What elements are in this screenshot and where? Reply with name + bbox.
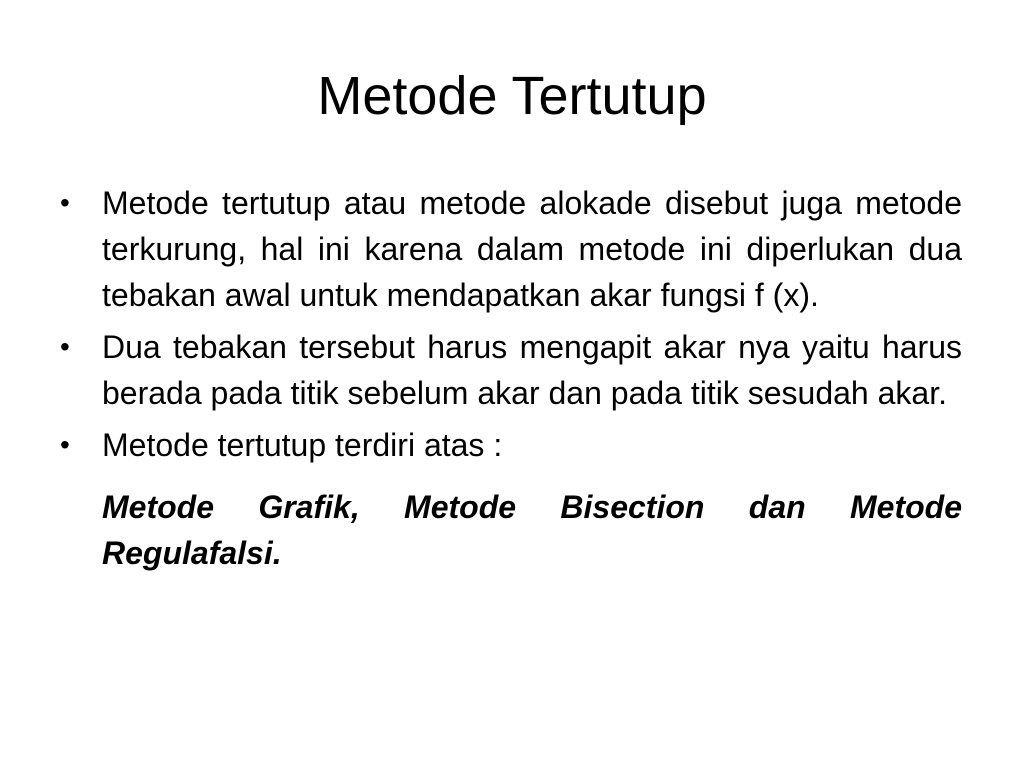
slide-title: Metode Tertutup [317, 66, 707, 126]
bullet-text: Dua tebakan tersebut harus mengapit akar nya yaitu harus berada pada titik sebelum akar dan pada titik sesudah akar. [102, 329, 962, 411]
bullet-icon: • [60, 187, 70, 218]
bullet-text: Metode tertutup atau metode alokade disebut juga metode terkurung, hal ini karena dalam metode ini diperlukan dua tebakan awal untuk mendapatkan akar fungsi f (x). [102, 185, 962, 313]
bullet-icon: • [60, 429, 70, 460]
bullet-item [60, 422, 962, 468]
bullet-item [60, 324, 962, 416]
bullet-item [60, 180, 962, 318]
slide-content [60, 180, 962, 576]
bullet-icon: • [60, 331, 70, 362]
method-list-text: Metode Grafik, Metode Bisection dan Metode Regulafalsi. [102, 489, 962, 571]
bullet-text: Metode tertutup terdiri atas : [102, 427, 503, 463]
